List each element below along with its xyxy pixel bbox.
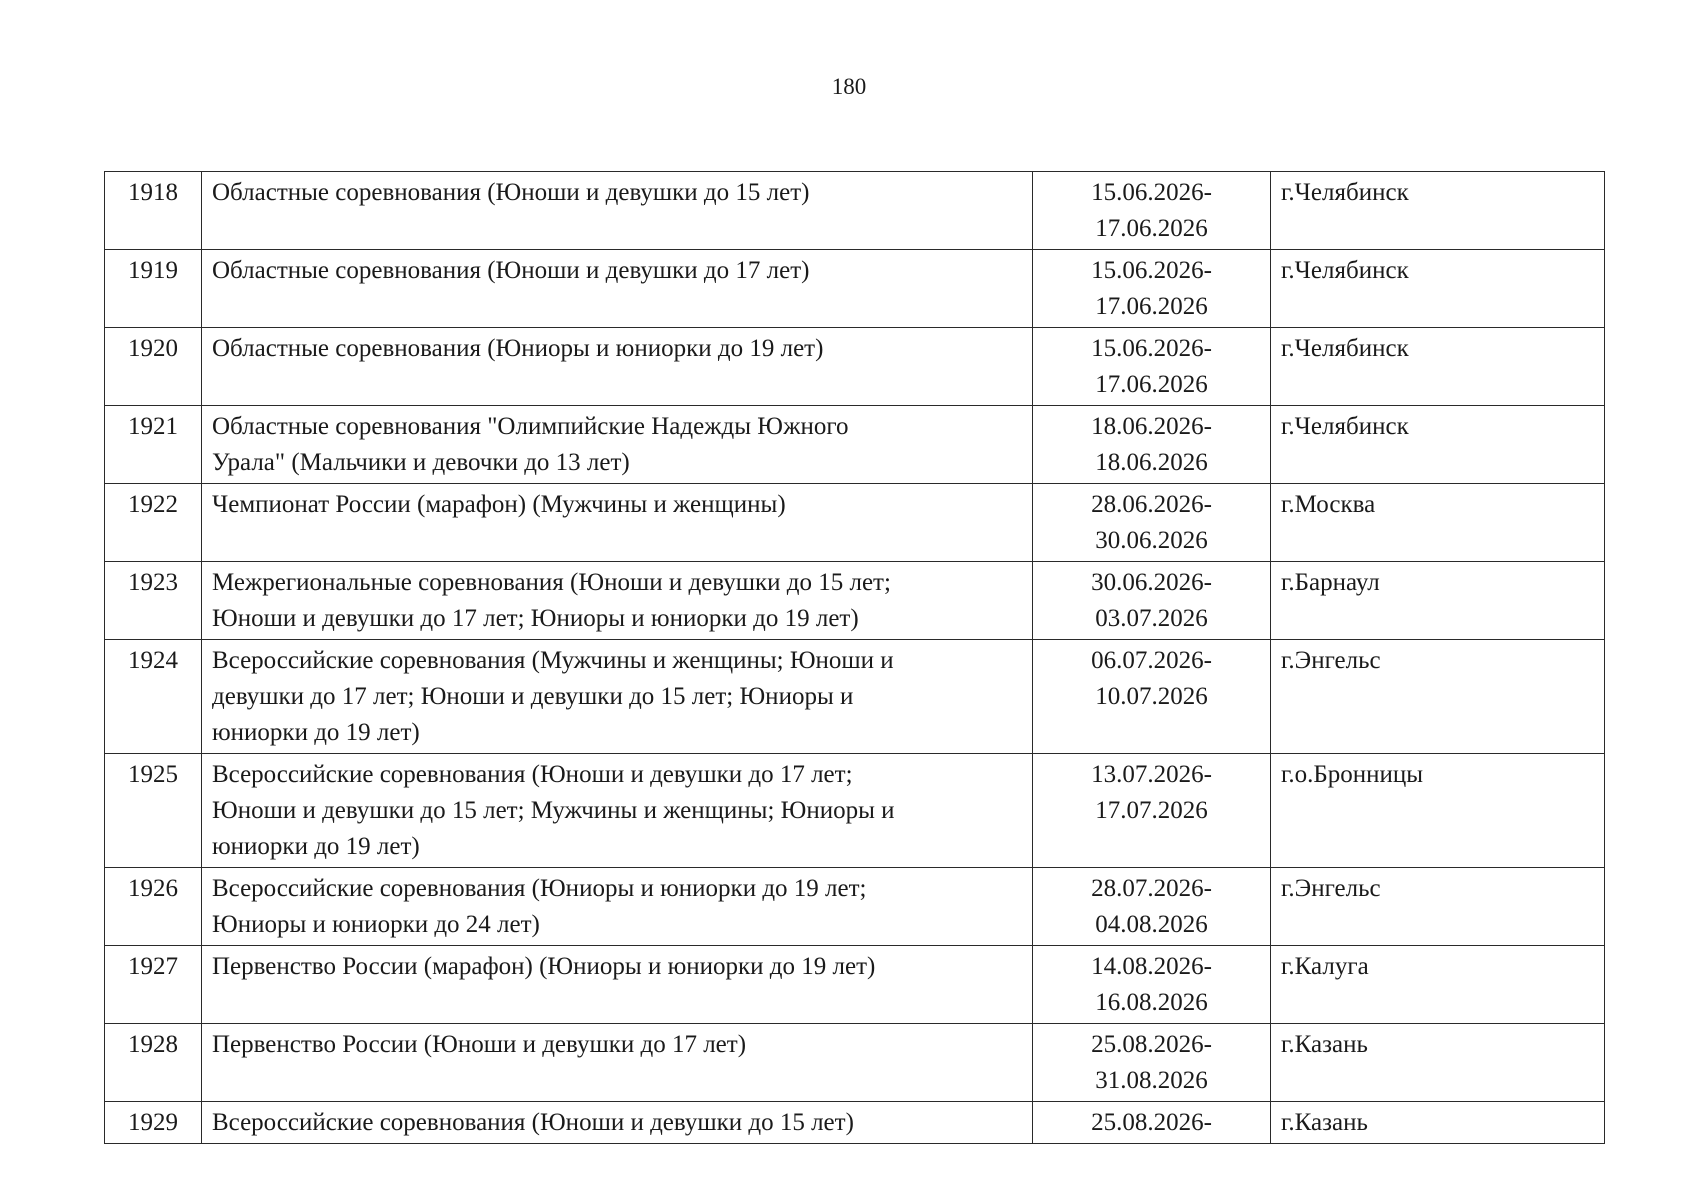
event-dates: 13.07.2026- 17.07.2026 — [1033, 754, 1271, 868]
event-name: Чемпионат России (марафон) (Мужчины и женщины) — [202, 484, 1033, 562]
table-row — [105, 1102, 1605, 1144]
event-dates: 14.08.2026- 16.08.2026 — [1033, 946, 1271, 1024]
event-dates: 25.08.2026- — [1033, 1102, 1271, 1144]
table-row — [105, 250, 1605, 328]
table-row — [105, 868, 1605, 946]
event-place: г.Москва — [1271, 484, 1605, 562]
event-dates: 15.06.2026- 17.06.2026 — [1033, 250, 1271, 328]
event-name: Первенство России (марафон) (Юниоры и юниорки до 19 лет) — [202, 946, 1033, 1024]
event-name: Областные соревнования "Олимпийские Надежды Южного Урала" (Мальчики и девочки до 13 лет) — [202, 406, 1033, 484]
event-place: г.Казань — [1271, 1024, 1605, 1102]
event-dates: 06.07.2026- 10.07.2026 — [1033, 640, 1271, 754]
table-row — [105, 484, 1605, 562]
event-place: г.Челябинск — [1271, 328, 1605, 406]
event-place: г.Барнаул — [1271, 562, 1605, 640]
event-dates: 28.07.2026- 04.08.2026 — [1033, 868, 1271, 946]
page-number: 180 — [831, 74, 867, 99]
event-name: Всероссийские соревнования (Юниоры и юниорки до 19 лет; Юниоры и юниорки до 24 лет) — [202, 868, 1033, 946]
event-place: г.Калуга — [1271, 946, 1605, 1024]
event-place: г.Челябинск — [1271, 406, 1605, 484]
event-name: Всероссийские соревнования (Мужчины и женщины; Юноши и девушки до 17 лет; Юноши и девушки до 15 лет; Юниоры и юниорки до 19 лет) — [202, 640, 1033, 754]
event-number: 1929 — [105, 1102, 202, 1144]
event-name: Межрегиональные соревнования (Юноши и девушки до 15 лет; Юноши и девушки до 17 лет; Юниоры и юниорки до 19 лет) — [202, 562, 1033, 640]
event-number: 1918 — [105, 172, 202, 250]
table-row — [105, 946, 1605, 1024]
event-number: 1927 — [105, 946, 202, 1024]
event-name: Областные соревнования (Юниоры и юниорки до 19 лет) — [202, 328, 1033, 406]
event-dates: 25.08.2026- 31.08.2026 — [1033, 1024, 1271, 1102]
event-number: 1925 — [105, 754, 202, 868]
event-dates: 15.06.2026- 17.06.2026 — [1033, 172, 1271, 250]
event-place: г.Энгельс — [1271, 640, 1605, 754]
event-dates: 15.06.2026- 17.06.2026 — [1033, 328, 1271, 406]
event-dates: 30.06.2026- 03.07.2026 — [1033, 562, 1271, 640]
event-place: г.Челябинск — [1271, 250, 1605, 328]
event-name: Областные соревнования (Юноши и девушки до 17 лет) — [202, 250, 1033, 328]
event-name: Первенство России (Юноши и девушки до 17 лет) — [202, 1024, 1033, 1102]
event-dates: 18.06.2026- 18.06.2026 — [1033, 406, 1271, 484]
event-place: г.Энгельс — [1271, 868, 1605, 946]
table-row — [105, 406, 1605, 484]
event-name: Областные соревнования (Юноши и девушки до 15 лет) — [202, 172, 1033, 250]
event-number: 1928 — [105, 1024, 202, 1102]
table-row — [105, 562, 1605, 640]
event-number: 1922 — [105, 484, 202, 562]
event-number: 1926 — [105, 868, 202, 946]
event-number: 1924 — [105, 640, 202, 754]
event-place: г.Казань — [1271, 1102, 1605, 1144]
table-row — [105, 328, 1605, 406]
table-row — [105, 1024, 1605, 1102]
event-place: г.о.Бронницы — [1271, 754, 1605, 868]
table-row — [105, 754, 1605, 868]
event-name: Всероссийские соревнования (Юноши и девушки до 17 лет; Юноши и девушки до 15 лет; Мужчины и женщины; Юниоры и юниорки до 19 лет) — [202, 754, 1033, 868]
table-row — [105, 172, 1605, 250]
event-number: 1920 — [105, 328, 202, 406]
event-name: Всероссийские соревнования (Юноши и девушки до 15 лет) — [202, 1102, 1033, 1144]
event-place: г.Челябинск — [1271, 172, 1605, 250]
event-number: 1923 — [105, 562, 202, 640]
event-number: 1919 — [105, 250, 202, 328]
events-table — [104, 171, 1605, 1144]
event-number: 1921 — [105, 406, 202, 484]
event-dates: 28.06.2026- 30.06.2026 — [1033, 484, 1271, 562]
table-row — [105, 640, 1605, 754]
